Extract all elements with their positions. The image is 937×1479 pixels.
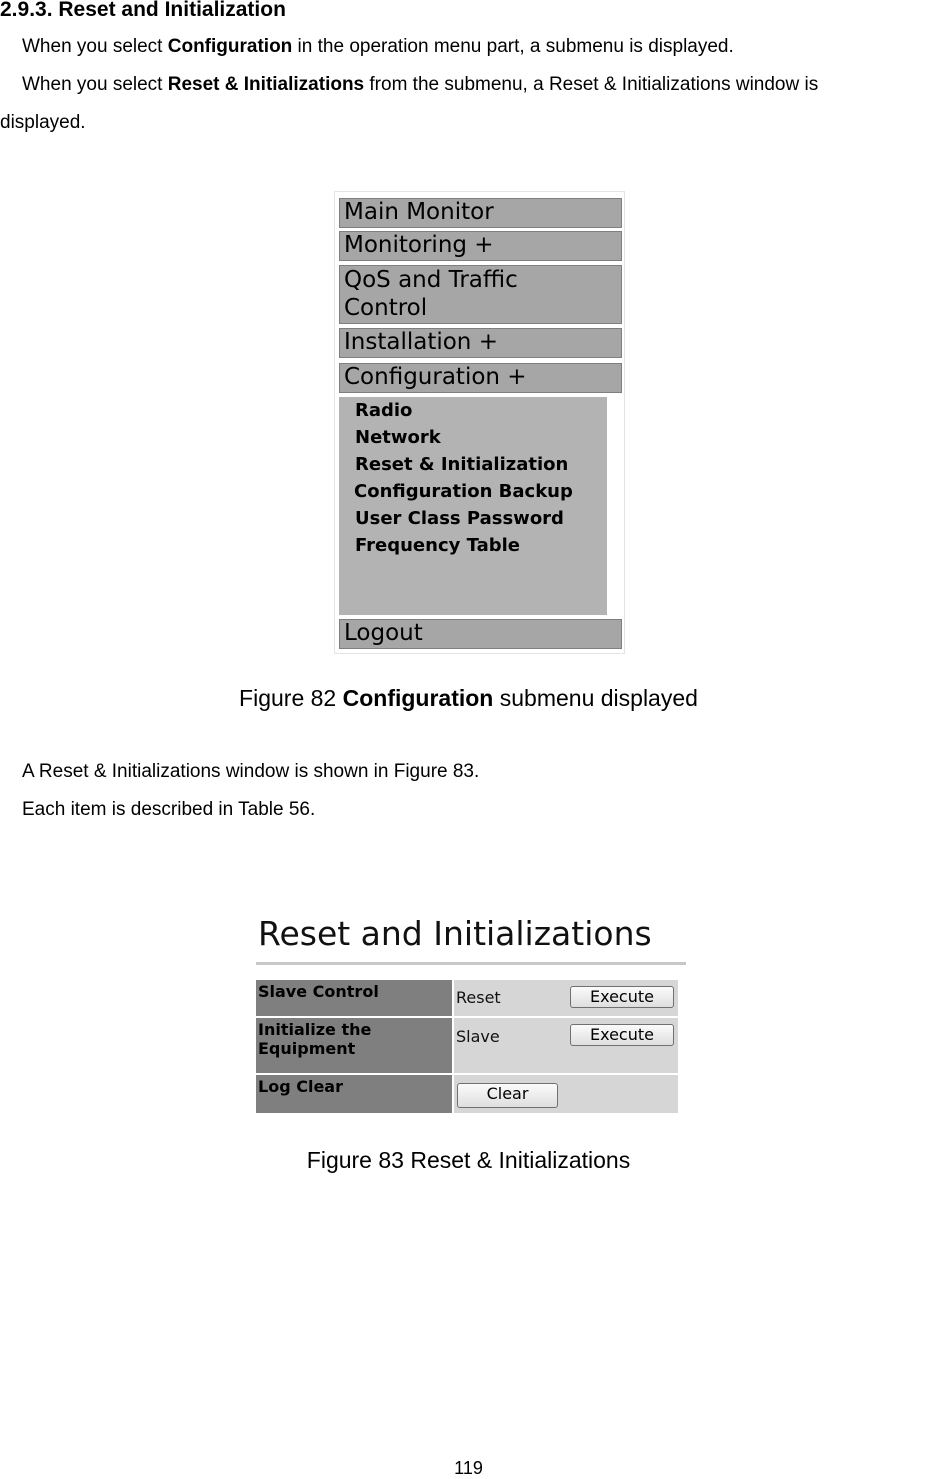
row-label: Slave Control bbox=[256, 980, 452, 1016]
figure-83-caption: Figure 83 Reset & Initializations bbox=[306, 1147, 631, 1173]
row-value-cell bbox=[454, 1018, 678, 1073]
submenu-item-frequency-table[interactable]: Frequency Table bbox=[355, 535, 520, 556]
row-label-line1: Initialize the bbox=[258, 1020, 372, 1039]
row-value: Reset bbox=[456, 988, 501, 1007]
submenu-item-radio[interactable]: Radio bbox=[355, 400, 413, 421]
row-label-line2: Equipment bbox=[258, 1039, 356, 1058]
intro-paragraph-1: When you select Configuration in the operation menu part, a submenu is displayed. bbox=[22, 36, 734, 57]
figure-82-caption: Figure 82 Configuration submenu displayed bbox=[239, 685, 698, 711]
slave-reset-execute-button[interactable]: Execute bbox=[570, 986, 674, 1008]
row-initialize-equipment bbox=[256, 1018, 678, 1073]
submenu-item-network[interactable]: Network bbox=[355, 427, 441, 448]
menu-item-qos-line2: Control bbox=[344, 295, 428, 321]
title-divider bbox=[256, 962, 686, 965]
menu-item-logout[interactable]: Logout bbox=[339, 619, 622, 649]
menu-item-monitoring[interactable]: Monitoring + bbox=[339, 231, 622, 261]
menu-item-installation[interactable]: Installation + bbox=[339, 328, 622, 358]
menu-item-qos-line1: QoS and Traffic bbox=[344, 267, 518, 293]
log-clear-button[interactable]: Clear bbox=[457, 1083, 558, 1108]
reset-initializations-window bbox=[254, 910, 686, 1116]
menu-item-configuration[interactable]: Configuration + bbox=[339, 363, 622, 393]
menu-item-qos-traffic-control[interactable] bbox=[339, 265, 622, 324]
row-value: Slave bbox=[456, 1027, 500, 1046]
submenu-item-user-class-password[interactable]: User Class Password bbox=[355, 508, 564, 529]
body-line-1: A Reset & Initializations window is shown in Figure 83. bbox=[22, 761, 480, 782]
row-value-cell bbox=[454, 980, 678, 1016]
intro-paragraph-2: When you select Reset & Initializations from the submenu, a Reset & Initializations window is bbox=[22, 74, 819, 95]
operation-menu bbox=[334, 191, 625, 654]
body-line-2: Each item is described in Table 56. bbox=[22, 799, 316, 820]
submenu-item-reset-initialization[interactable]: Reset & Initialization bbox=[355, 454, 569, 475]
row-label: Log Clear bbox=[256, 1075, 452, 1113]
page-number: 119 bbox=[454, 1458, 483, 1478]
row-label bbox=[256, 1018, 452, 1073]
initialize-execute-button[interactable]: Execute bbox=[570, 1024, 674, 1046]
configuration-submenu bbox=[339, 397, 607, 615]
row-value-cell bbox=[454, 1075, 678, 1113]
submenu-item-configuration-backup[interactable]: Configuration Backup bbox=[354, 481, 573, 502]
intro-paragraph-2-continued: displayed. bbox=[0, 112, 86, 133]
window-title: Reset and Initializations bbox=[258, 914, 652, 953]
row-log-clear bbox=[256, 1075, 678, 1113]
row-slave-control bbox=[256, 980, 678, 1016]
section-heading: 2.9.3. Reset and Initialization bbox=[0, 0, 286, 21]
menu-item-main-monitor[interactable]: Main Monitor bbox=[339, 198, 622, 228]
